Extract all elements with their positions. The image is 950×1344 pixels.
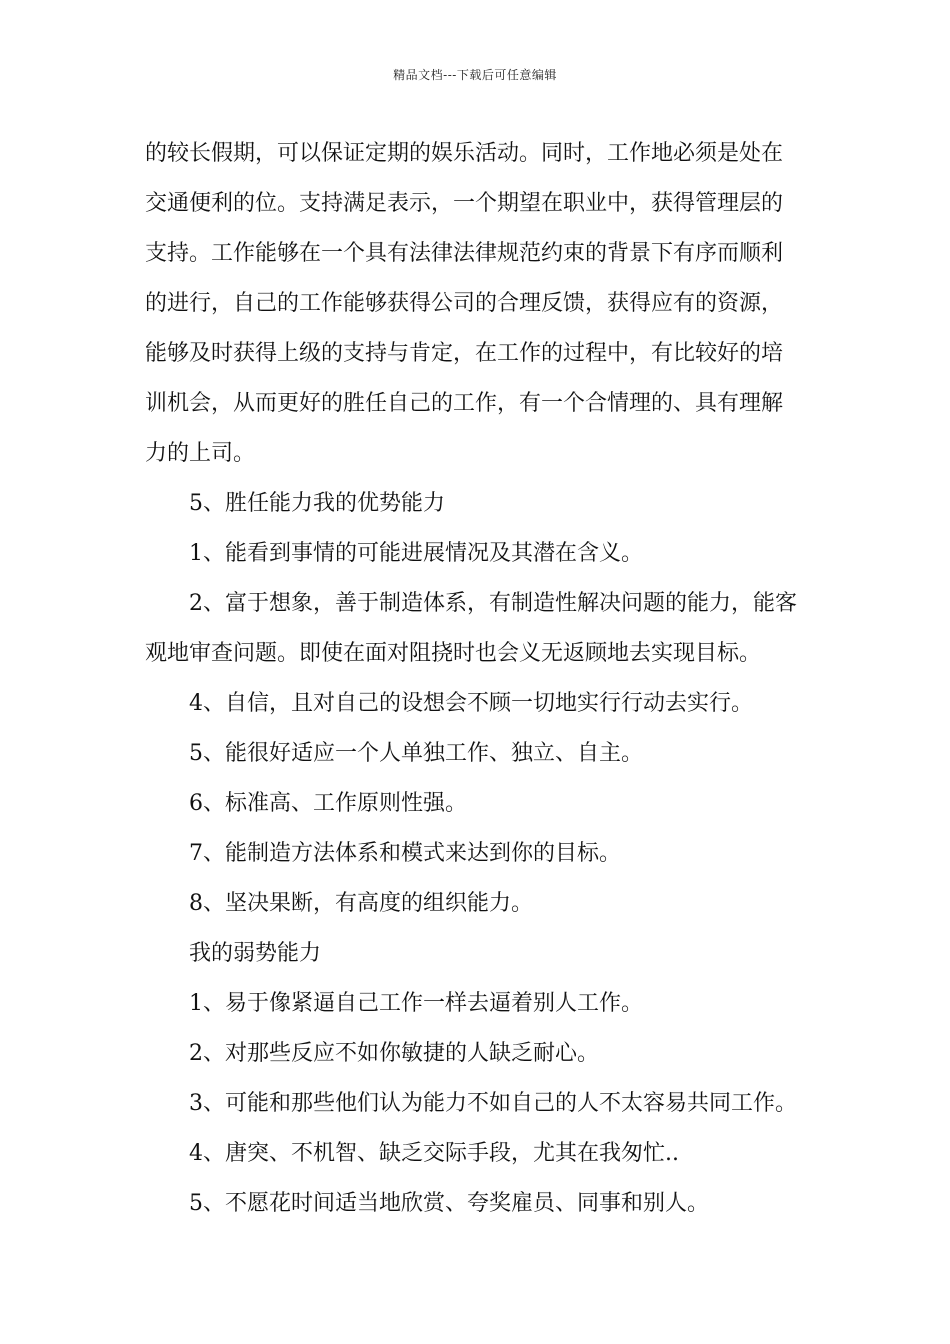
section-heading: 我的弱势能力 [189,941,322,966]
document-body [145,129,810,1229]
list-item-continuation: 观地审查问题。即使在面对阻挠时也会义无返顾地去实现目标。 [145,641,762,666]
list-item: 6、标准高、工作原则性强。 [189,791,467,816]
list-item: 4、唐突、不机智、缺乏交际手段，尤其在我匆忙.. [189,1141,679,1166]
list-item: 2、富于想象，善于制造体系，有制造性解决问题的能力，能客 [189,591,797,616]
list-item: 7、能制造方法体系和模式来达到你的目标。 [189,841,621,866]
list-item: 1、能看到事情的可能进展情况及其潜在含义。 [189,541,643,566]
list-item: 2、对那些反应不如你敏捷的人缺乏耐心。 [189,1041,599,1066]
text-line: 训机会，从而更好的胜任自己的工作，有一个合情理的、具有理解 [145,391,784,416]
page-header: 精品文档---下载后可任意编辑 [393,68,557,82]
section-heading: 5、胜任能力我的优势能力 [189,491,445,516]
list-item: 4、自信，且对自己的设想会不顾一切地实行行动去实行。 [189,691,753,716]
list-item: 5、不愿花时间适当地欣赏、夸奖雇员、同事和别人。 [189,1191,709,1216]
list-item: 3、可能和那些他们认为能力不如自己的人不太容易共同工作。 [189,1091,797,1116]
text-line: 的较长假期，可以保证定期的娱乐活动。同时，工作地必须是处在 [145,141,784,166]
list-item: 8、坚决果断，有高度的组织能力。 [189,891,533,916]
text-line: 交通便利的位。支持满足表示，一个期望在职业中，获得管理层的 [145,191,784,216]
list-item: 5、能很好适应一个人单独工作、独立、自主。 [189,741,643,766]
text-line: 力的上司。 [145,441,256,466]
text-line: 的进行，自己的工作能够获得公司的合理反馈，获得应有的资源， [145,291,784,316]
text-line: 支持。工作能够在一个具有法律法律规范约束的背景下有序而顺利 [145,241,784,266]
text-line: 能够及时获得上级的支持与肯定，在工作的过程中，有比较好的培 [145,341,784,366]
list-item: 1、易于像紧逼自己工作一样去逼着别人工作。 [189,991,643,1016]
